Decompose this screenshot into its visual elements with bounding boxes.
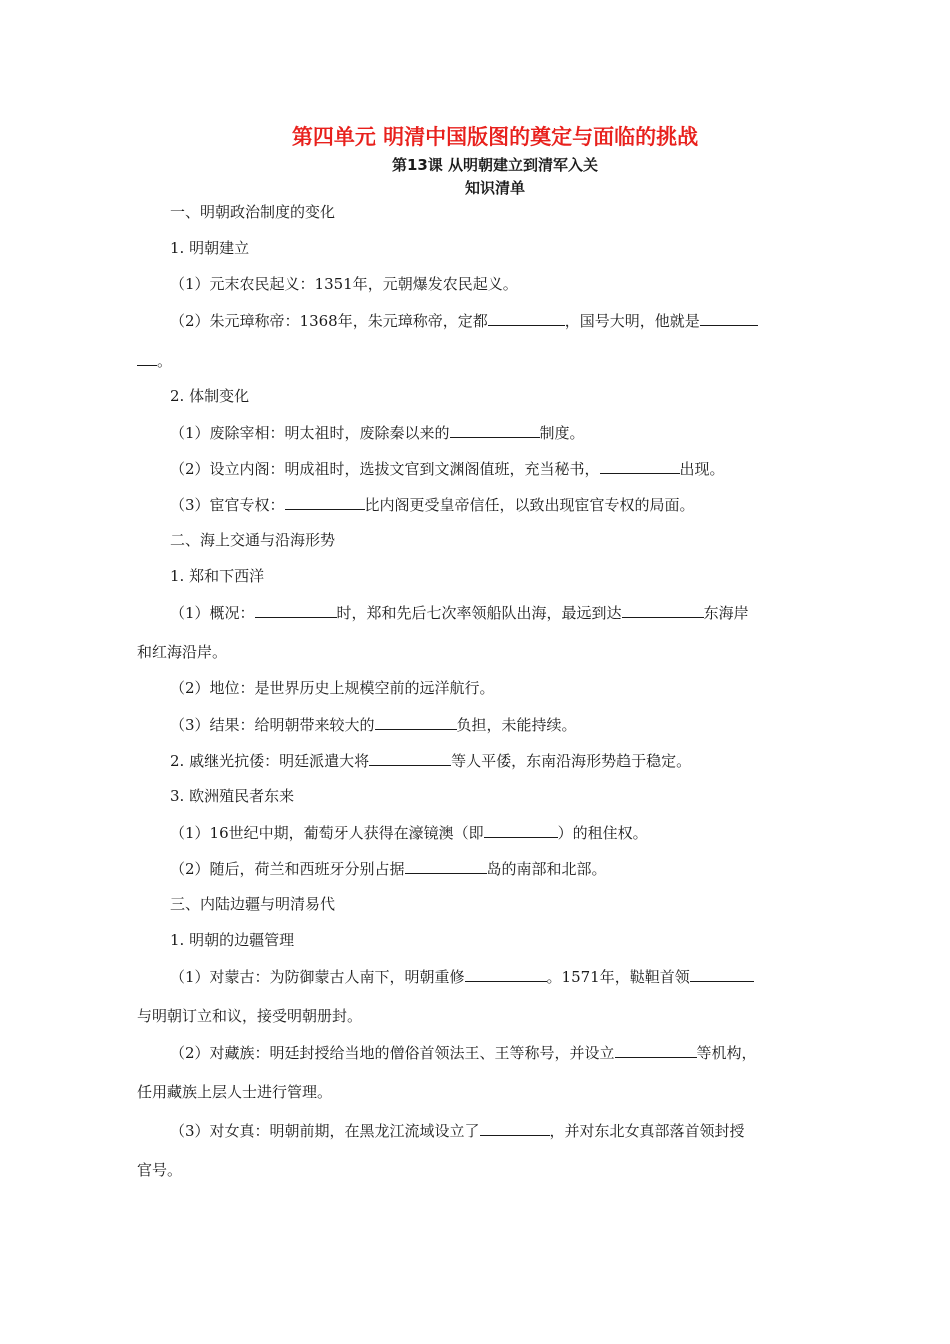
body-line: [137, 642, 227, 662]
line-text: 1. 郑和下西洋: [170, 567, 265, 585]
body-line: [137, 1006, 362, 1026]
line-text: 二、海上交通与沿海形势: [170, 531, 336, 549]
unit-title: 第四单元 明清中国版图的奠定与面临的挑战: [291, 125, 699, 149]
line-text: 与明朝订立和议，接受明朝册封。: [137, 1007, 363, 1025]
body-line: [170, 750, 691, 771]
fill-blank: [488, 310, 565, 326]
body-line: [170, 1042, 757, 1063]
line-text: （1）元末农民起义：1351年，元朝爆发农民起义。: [170, 275, 518, 293]
body-line: [170, 858, 607, 879]
line-text: 任用藏族上层人士进行管理。: [137, 1083, 333, 1101]
line-text: （1）概况：: [170, 604, 255, 622]
heading-3: [170, 894, 335, 914]
line-text: 岛的南部和北部。: [486, 860, 607, 878]
line-text: 东海岸: [703, 604, 749, 622]
body-line: [137, 350, 172, 371]
body-line: [170, 822, 648, 843]
fill-blank: [484, 822, 558, 838]
line-text: 制度。: [539, 424, 585, 442]
line-text: ）的租住权。: [557, 824, 648, 842]
body-line: [170, 678, 495, 698]
fill-blank: [690, 966, 754, 982]
body-line: [170, 1120, 745, 1141]
body-line: [170, 966, 754, 987]
line-text: 三、内陆边疆与明清易代: [170, 895, 336, 913]
line-text: 1. 明朝建立: [170, 239, 250, 257]
line-text: 。1571年，鞑靼首领: [546, 968, 690, 986]
line-text: （1）16世纪中期，葡萄牙人获得在濠镜澳（即: [170, 824, 484, 842]
line-text: （3）宦官专权：: [170, 496, 285, 514]
fill-blank: [285, 494, 365, 510]
body-line: [170, 494, 695, 515]
line-text: ，国号大明，他就是: [564, 312, 700, 330]
line-text: 官号。: [137, 1161, 183, 1179]
line-text: 3. 欧洲殖民者东来: [170, 787, 295, 805]
fill-blank: [450, 422, 540, 438]
body-line: [137, 1160, 182, 1180]
line-text: 2. 体制变化: [170, 387, 250, 405]
line-text: 负担，未能持续。: [456, 716, 577, 734]
body-line: [170, 714, 577, 735]
heading-2: [170, 530, 335, 550]
fill-blank: [137, 350, 157, 366]
body-line: [170, 602, 749, 623]
line-text: 。: [157, 352, 173, 370]
line-text: （2）对藏族：明廷封授给当地的僧俗首领法王、王等称号，并设立: [170, 1044, 615, 1062]
body-line: [137, 1082, 332, 1102]
section-heading: 知识清单: [464, 179, 525, 197]
line-text: （2）设立内阁：明成祖时，选拔文官到文渊阁值班，充当秘书，: [170, 460, 600, 478]
fill-blank: [465, 966, 547, 982]
lesson-title: 第13课 从明朝建立到清军入关: [391, 156, 599, 174]
fill-blank: [369, 750, 451, 766]
subheading: [170, 238, 249, 258]
fill-blank: [700, 310, 758, 326]
fill-blank: [622, 602, 704, 618]
line-text: （2）地位：是世界历史上规模空前的远洋航行。: [170, 679, 495, 697]
line-text: （2）随后，荷兰和西班牙分别占据: [170, 860, 405, 878]
body-line: [170, 274, 518, 294]
line-text: 出现。: [679, 460, 725, 478]
fill-blank: [255, 602, 337, 618]
line-text: 等人平倭，东南沿海形势趋于稳定。: [451, 752, 692, 770]
line-text: 和红海沿岸。: [137, 643, 228, 661]
line-text: 2. 戚继光抗倭：明廷派遣大将: [170, 752, 370, 770]
subheading: [170, 930, 294, 950]
fill-blank: [600, 458, 680, 474]
subheading: [170, 566, 264, 586]
body-line: [170, 310, 758, 331]
fill-blank: [375, 714, 457, 730]
fill-blank: [615, 1042, 697, 1058]
subheading: [170, 786, 294, 806]
line-text: 一、明朝政治制度的变化: [170, 203, 336, 221]
line-text: ，并对东北女真部落首领封授: [549, 1122, 745, 1140]
line-text: （1）对蒙古：为防御蒙古人南下，明朝重修: [170, 968, 465, 986]
fill-blank: [480, 1120, 550, 1136]
subheading: [170, 386, 249, 406]
heading-1: [170, 202, 335, 222]
line-text: （2）朱元璋称帝：1368年，朱元璋称帝，定都: [170, 312, 488, 330]
body-line: [170, 458, 725, 479]
line-text: （3）对女真：明朝前期，在黑龙江流域设立了: [170, 1122, 480, 1140]
line-text: 比内阁更受皇帝信任，以致出现宦官专权的局面。: [364, 496, 695, 514]
line-text: 时，郑和先后七次率领船队出海，最远到达: [336, 604, 622, 622]
line-text: （1）废除宰相：明太祖时，废除秦以来的: [170, 424, 450, 442]
body-line: [170, 422, 585, 443]
line-text: （3）结果：给明朝带来较大的: [170, 716, 375, 734]
line-text: 1. 明朝的边疆管理: [170, 931, 295, 949]
fill-blank: [405, 858, 487, 874]
line-text: 等机构，: [696, 1044, 757, 1062]
